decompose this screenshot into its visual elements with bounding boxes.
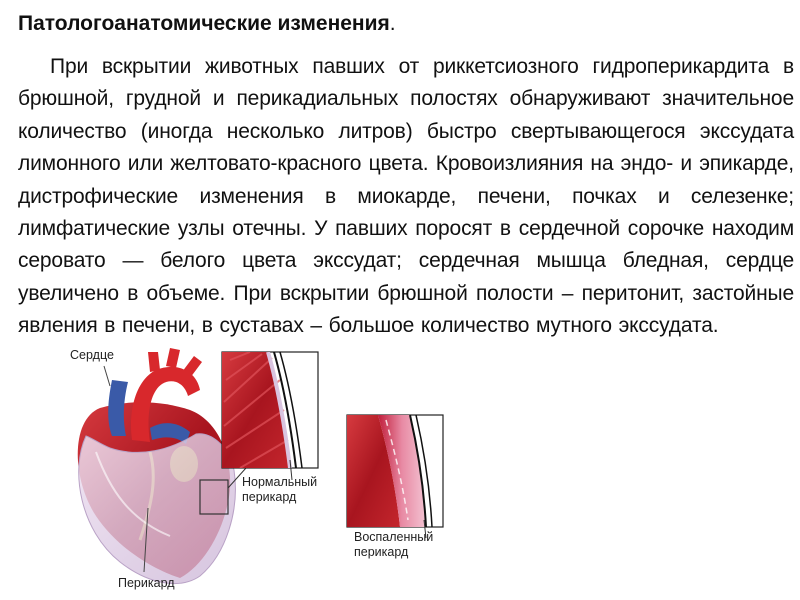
aorta-branch-1 — [148, 352, 160, 372]
normal-pericardium-label — [242, 475, 317, 505]
pericardium-illustration — [0, 340, 800, 600]
heart-label: Сердце — [70, 348, 114, 362]
pericardium-sac — [79, 434, 236, 584]
normal-label-line2: перикард — [242, 490, 297, 504]
body-paragraph: При вскрытии животных павших от риккетсиозного гидроперикардита в брюшной, грудной и перикадиальных полостях обнаруживают значительное количество (иногда несколько литров) быстро свертывающегося экссудата лимонного или желтовато-красного цвета. Кровоизлияния на эндо- и эпикарде, дистрофические изменения в миокарде, печени, почках и селезенке; лимфатические узлы отечны. У павших поросят в сердечной сорочке находим серовато — белого цвета экссудат; сердечная мышца бледная, сердце увеличено в объеме. При вскрытии брюшной полости – перитонит, застойные явления в печени, в суставах – большое количество мутного экссудата. — [18, 55, 794, 338]
heart-drawing — [78, 348, 246, 584]
inflamed-pericardium-label — [354, 530, 433, 560]
normal-pericardium-closeup — [222, 352, 318, 480]
heading — [18, 9, 396, 39]
pericardium-label: Перикард — [118, 576, 175, 590]
inflamed-label-line2: перикард — [354, 545, 409, 559]
title-period: . — [389, 12, 396, 35]
page-title: Патологоанатомические изменения — [18, 12, 390, 35]
heart-leader — [104, 366, 110, 386]
normal-label-line1: Нормальный — [242, 475, 318, 489]
inflamed-label-line1: Воспаленный — [354, 530, 434, 544]
inflamed-pericardium-closeup — [347, 415, 443, 538]
aorta-branch-2 — [166, 348, 180, 368]
